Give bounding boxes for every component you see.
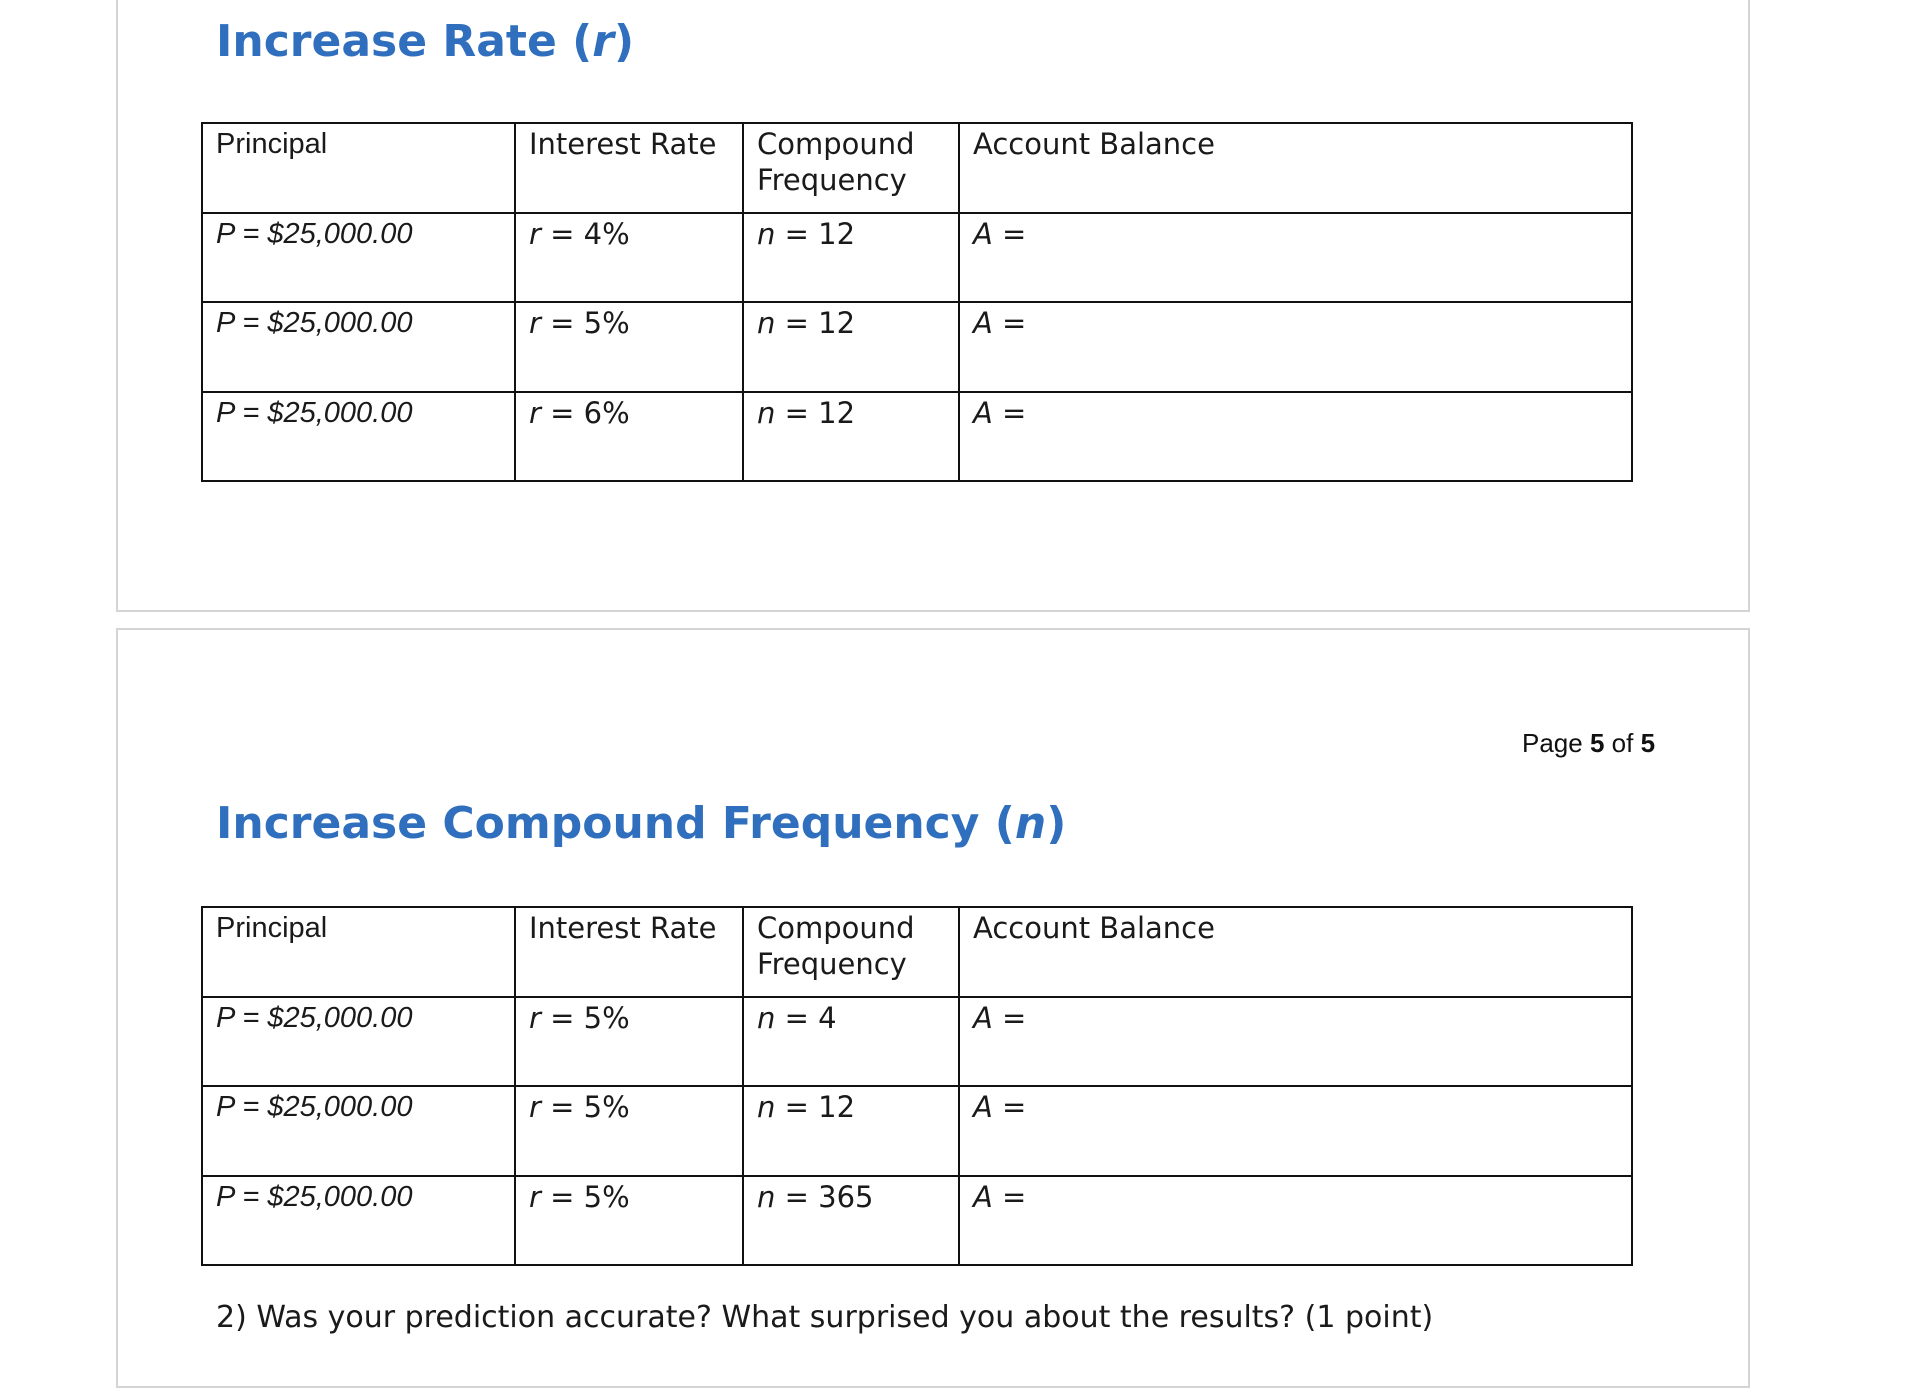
frequency-cell <box>743 997 959 1087</box>
page-number <box>1522 728 1655 759</box>
frequency-variable: n <box>757 216 776 251</box>
principal-cell: P = $25,000.00 <box>202 213 515 303</box>
title-variable: r <box>592 16 614 67</box>
balance-cell[interactable] <box>959 392 1632 482</box>
table-row <box>202 392 1632 482</box>
principal-cell: P = $25,000.00 <box>202 997 515 1087</box>
table-header-row <box>202 123 1632 213</box>
header-account-balance: Account Balance <box>959 123 1632 213</box>
frequency-cell <box>743 1176 959 1266</box>
rate-value: = 5% <box>540 1090 630 1124</box>
balance-value: = <box>992 1090 1027 1124</box>
balance-cell[interactable] <box>959 1086 1632 1176</box>
page-number-prefix: Page <box>1522 728 1590 758</box>
frequency-variable: n <box>757 1090 776 1124</box>
balance-variable: A <box>973 395 993 430</box>
rate-cell <box>515 1086 743 1176</box>
frequency-value: = 365 <box>775 1179 874 1214</box>
document-page-bottom <box>116 628 1750 1388</box>
rate-variable: r <box>529 216 541 251</box>
frequency-table <box>201 906 1633 1266</box>
rate-cell <box>515 213 743 303</box>
rate-cell <box>515 997 743 1087</box>
rate-cell <box>515 302 743 392</box>
frequency-value: = 12 <box>775 306 856 340</box>
balance-variable: A <box>973 216 993 251</box>
header-compound-frequency: Compound Frequency <box>743 123 959 213</box>
balance-value: = <box>992 395 1027 430</box>
frequency-variable: n <box>757 1179 776 1214</box>
question-2: 2) Was your prediction accurate? What surprised you about the results? (1 point) <box>216 1300 1434 1335</box>
header-principal: Principal <box>202 907 515 997</box>
table-row <box>202 1176 1632 1266</box>
rate-value: = 6% <box>540 395 630 430</box>
document-page-top <box>116 0 1750 612</box>
balance-cell[interactable] <box>959 997 1632 1087</box>
table-row <box>202 997 1632 1087</box>
principal-cell: P = $25,000.00 <box>202 1176 515 1266</box>
rate-variable: r <box>529 1179 541 1214</box>
rate-value: = 5% <box>540 1000 630 1035</box>
frequency-value: = 4 <box>775 1000 837 1035</box>
header-interest-rate: Interest Rate <box>515 907 743 997</box>
balance-variable: A <box>973 1000 993 1035</box>
rate-variable: r <box>529 395 541 430</box>
frequency-value: = 12 <box>775 1090 856 1124</box>
rate-cell <box>515 392 743 482</box>
principal-cell: P = $25,000.00 <box>202 1086 515 1176</box>
section-title-increase-frequency <box>216 798 1066 849</box>
frequency-cell <box>743 213 959 303</box>
section-title-increase-rate <box>216 16 634 67</box>
rate-variable: r <box>529 1090 541 1124</box>
balance-cell[interactable] <box>959 302 1632 392</box>
page-number-total: 5 <box>1640 728 1656 758</box>
balance-variable: A <box>973 1179 993 1214</box>
title-text: Increase Compound Frequency ( <box>216 798 1015 849</box>
rate-value: = 5% <box>540 1179 630 1214</box>
table-row <box>202 302 1632 392</box>
balance-variable: A <box>973 1090 993 1124</box>
page-number-middle: of <box>1604 728 1641 758</box>
table-row <box>202 213 1632 303</box>
balance-cell[interactable] <box>959 213 1632 303</box>
title-text: Increase Rate ( <box>216 16 593 67</box>
rate-value: = 4% <box>540 216 630 251</box>
page-number-current: 5 <box>1589 728 1605 758</box>
balance-value: = <box>992 1000 1027 1035</box>
rate-variable: r <box>529 1000 541 1035</box>
header-compound-frequency: Compound Frequency <box>743 907 959 997</box>
frequency-variable: n <box>757 306 776 340</box>
header-principal: Principal <box>202 123 515 213</box>
title-close: ) <box>613 16 635 67</box>
frequency-cell <box>743 392 959 482</box>
balance-value: = <box>992 216 1027 251</box>
balance-value: = <box>992 1179 1027 1214</box>
rate-value: = 5% <box>540 306 630 340</box>
title-close: ) <box>1046 798 1067 849</box>
title-variable: n <box>1014 798 1047 849</box>
header-account-balance: Account Balance <box>959 907 1632 997</box>
header-interest-rate: Interest Rate <box>515 123 743 213</box>
rate-table <box>201 122 1633 482</box>
table-row <box>202 1086 1632 1176</box>
principal-cell: P = $25,000.00 <box>202 302 515 392</box>
table-header-row <box>202 907 1632 997</box>
rate-variable: r <box>529 306 541 340</box>
frequency-value: = 12 <box>775 395 856 430</box>
frequency-variable: n <box>757 1000 776 1035</box>
frequency-cell <box>743 1086 959 1176</box>
frequency-variable: n <box>757 395 776 430</box>
balance-variable: A <box>973 306 993 340</box>
frequency-value: = 12 <box>775 216 856 251</box>
frequency-cell <box>743 302 959 392</box>
rate-cell <box>515 1176 743 1266</box>
principal-cell: P = $25,000.00 <box>202 392 515 482</box>
balance-value: = <box>992 306 1027 340</box>
balance-cell[interactable] <box>959 1176 1632 1266</box>
